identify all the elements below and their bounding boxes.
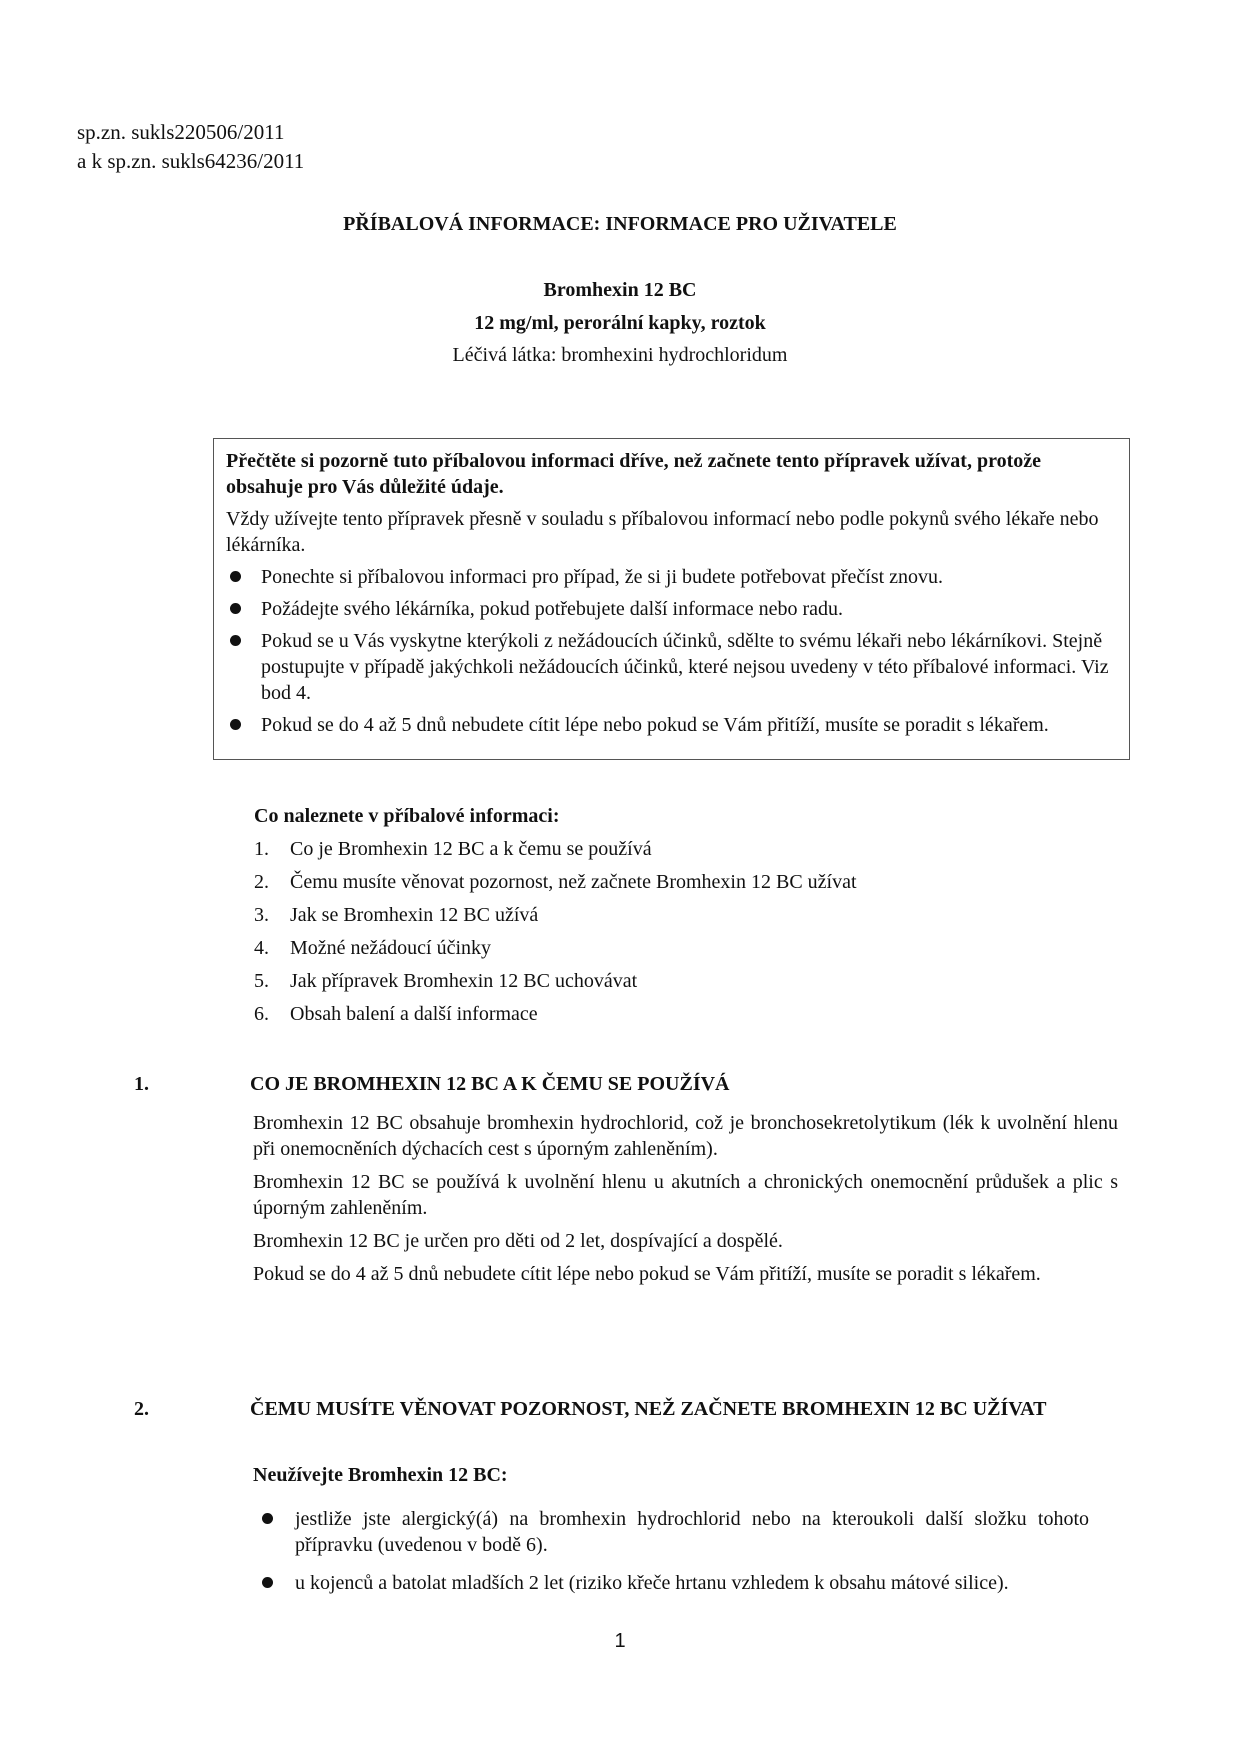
toc-heading: Co naleznete v příbalové informaci: bbox=[254, 805, 560, 827]
section-1-paragraph: Pokud se do 4 až 5 dnů nebudete cítit lépe nebo pokud se Vám přitíží, musíte se poradit s lékařem. bbox=[253, 1263, 1041, 1285]
toc-item-text: Obsah balení a další informace bbox=[290, 1003, 538, 1025]
product-name: Bromhexin 12 BC bbox=[543, 279, 697, 301]
active-substance: Léčivá látka: bromhexini hydrochloridum bbox=[452, 344, 788, 366]
notice-bullet bbox=[226, 596, 1117, 622]
toc-item bbox=[254, 902, 1154, 935]
contraindication-list bbox=[253, 1506, 1089, 1608]
toc-list bbox=[254, 836, 1154, 1034]
toc-item-text: Jak přípravek Bromhexin 12 BC uchovávat bbox=[290, 970, 638, 992]
section-1-body bbox=[253, 1110, 1118, 1294]
toc-item-text: Čemu musíte věnovat pozornost, než začnete Bromhexin 12 BC užívat bbox=[290, 871, 857, 893]
contraindication-item bbox=[253, 1570, 1089, 1596]
notice-heading: Přečtěte si pozorně tuto příbalovou informaci dříve, než začnete tento přípravek užívat, protože obsahuje pro Vás důležité údaje. bbox=[226, 450, 1041, 498]
contraindication-item bbox=[253, 1506, 1089, 1558]
bullet-icon bbox=[230, 603, 241, 614]
toc-item-number: 4. bbox=[254, 937, 269, 959]
toc-item-number: 5. bbox=[254, 970, 269, 992]
notice-bullet-text: Pokud se do 4 až 5 dnů nebudete cítit lépe nebo pokud se Vám přitíží, musíte se poradit s lékařem. bbox=[261, 714, 1049, 736]
toc-item bbox=[254, 836, 1154, 869]
table-of-contents bbox=[254, 803, 1154, 1034]
bullet-icon bbox=[262, 1577, 273, 1588]
notice-intro: Vždy užívejte tento přípravek přesně v souladu s příbalovou informací nebo podle pokynů svého lékaře nebo lékárníka. bbox=[226, 508, 1099, 556]
section-1-paragraph: Bromhexin 12 BC je určen pro děti od 2 let, dospívající a dospělé. bbox=[253, 1230, 783, 1252]
notice-bullet bbox=[226, 712, 1117, 738]
section-1-title: CO JE BROMHEXIN 12 BC A K ČEMU SE POUŽÍVÁ bbox=[250, 1073, 730, 1095]
section-2-number: 2. bbox=[134, 1398, 149, 1420]
toc-item-text: Jak se Bromhexin 12 BC užívá bbox=[290, 904, 539, 926]
important-notice-box bbox=[213, 438, 1130, 760]
page-number: 1 bbox=[614, 1630, 626, 1652]
section-2-title: ČEMU MUSÍTE VĚNOVAT POZORNOST, NEŽ ZAČNETE BROMHEXIN 12 BC UŽÍVAT bbox=[250, 1398, 1047, 1420]
toc-item-text: Možné nežádoucí účinky bbox=[290, 937, 492, 959]
toc-item-number: 3. bbox=[254, 904, 269, 926]
toc-item bbox=[254, 869, 1154, 902]
product-form: 12 mg/ml, perorální kapky, roztok bbox=[474, 312, 766, 334]
bullet-icon bbox=[262, 1513, 273, 1524]
bullet-icon bbox=[230, 635, 241, 646]
notice-bullet-text: Pokud se u Vás vyskytne kterýkoli z nežádoucích účinků, sdělte to svému lékaři nebo lékárníkovi. Stejně postupujte v případě jakýchkoli nežádoucích účinků, které nejsou uvedeny v této příbalové informaci. Viz bod 4. bbox=[261, 630, 1109, 704]
reference-line: a k sp.zn. sukls64236/2011 bbox=[77, 149, 305, 173]
notice-bullet bbox=[226, 564, 1117, 590]
toc-item-number: 2. bbox=[254, 871, 269, 893]
bullet-icon bbox=[230, 571, 241, 582]
bullet-icon bbox=[230, 719, 241, 730]
toc-item bbox=[254, 1001, 1154, 1034]
toc-item bbox=[254, 935, 1154, 968]
notice-bullet-text: Požádejte svého lékárníka, pokud potřebujete další informace nebo radu. bbox=[261, 598, 844, 620]
reference-line: sp.zn. sukls220506/2011 bbox=[77, 120, 285, 144]
section-1-paragraph: Bromhexin 12 BC se používá k uvolnění hlenu u akutních a chronických onemocnění průdušek a plic s úporným zahleněním. bbox=[253, 1171, 1118, 1219]
section-1-paragraph: Bromhexin 12 BC obsahuje bromhexin hydrochlorid, což je bronchosekretolytikum (lék k uvolnění hlenu při onemocněních dýchacích cest s úporným zahleněním). bbox=[253, 1112, 1118, 1160]
reference-numbers bbox=[77, 118, 304, 176]
toc-item bbox=[254, 968, 1154, 1001]
notice-bullet-list bbox=[226, 564, 1117, 738]
toc-item-text: Co je Bromhexin 12 BC a k čemu se používá bbox=[290, 838, 652, 860]
contraindication-text: u kojenců a batolat mladších 2 let (riziko křeče hrtanu vzhledem k obsahu mátové silice). bbox=[295, 1572, 1009, 1594]
section-1-number: 1. bbox=[134, 1073, 149, 1095]
section-2-subheading: Neužívejte Bromhexin 12 BC: bbox=[253, 1464, 508, 1486]
notice-bullet bbox=[226, 628, 1117, 706]
toc-item-number: 6. bbox=[254, 1003, 269, 1025]
document-title: PŘÍBALOVÁ INFORMACE: INFORMACE PRO UŽIVATELE bbox=[343, 213, 897, 235]
notice-bullet-text: Ponechte si příbalovou informaci pro případ, že si ji budete potřebovat přečíst znovu. bbox=[261, 566, 944, 588]
contraindication-text: jestliže jste alergický(á) na bromhexin hydrochlorid nebo na kteroukoli další složku tohoto přípravku (uvedenou v bodě 6). bbox=[295, 1508, 1089, 1556]
toc-item-number: 1. bbox=[254, 838, 269, 860]
